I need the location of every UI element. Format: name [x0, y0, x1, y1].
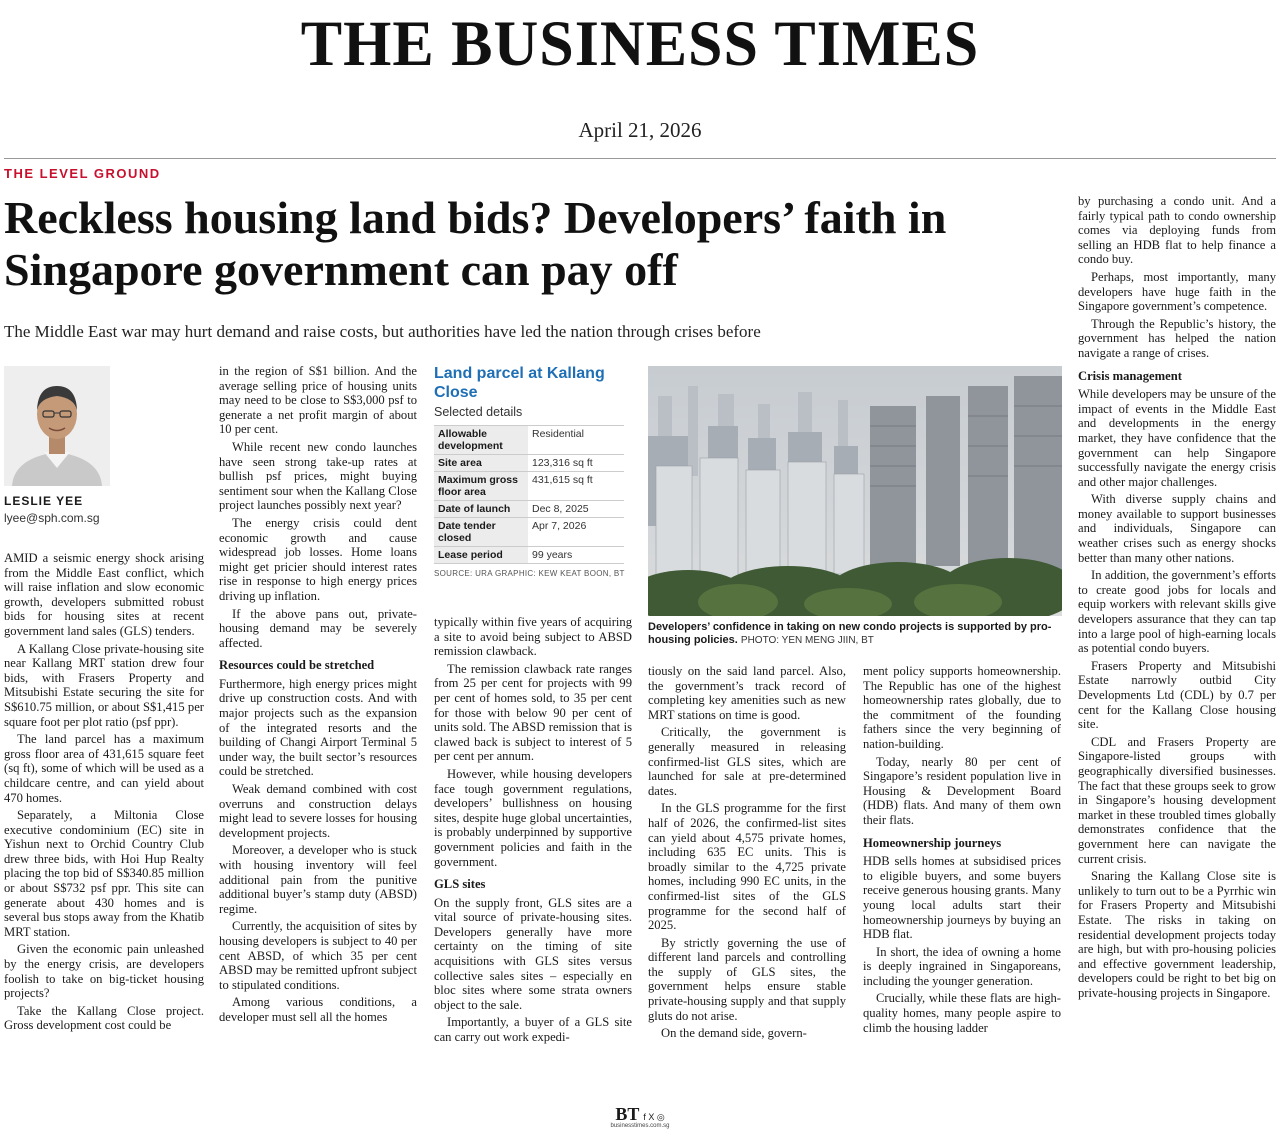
- fact-label: Date of launch: [434, 501, 528, 518]
- fact-value: 99 years: [528, 547, 624, 564]
- fact-value: 123,316 sq ft: [528, 455, 624, 472]
- paragraph: If the above pans out, private-housing demand may be severely affected.: [219, 606, 417, 650]
- paragraph: Crucially, while these flats are high-quality homes, many people aspire to climb the housing ladder: [863, 991, 1061, 1035]
- fact-box-source: SOURCE: URA GRAPHIC: KEW KEAT BOON, BT: [434, 569, 625, 578]
- paragraph: by purchasing a condo unit. And a fairly typical path to condo ownership comes via deploying funds from selling an HDB flat to help finance a condo buy.: [1078, 194, 1276, 267]
- fact-row: [434, 426, 624, 455]
- paragraph: In the GLS programme for the first half of 2026, the confirmed-list sites can yield about 4,575 private homes, including 635 EC units. This is broadly similar to the 4,725 private homes, including 990 EC units, in the confirmed-list sites of the GLS programme for the second half of 2025.: [648, 801, 846, 933]
- fact-label: Maximum gross floor area: [434, 472, 528, 501]
- paragraph: typically within five years of acquiring a site to avoid being subject to ABSD remission clawback.: [434, 615, 632, 659]
- paragraph: The remission clawback rate ranges from 25 per cent for projects with 99 per cent of homes sold, to 35 per cent for those with below 90 per cent of units sold. The ABSD remission that is clawed back is subject to interest of 5 per cent per annum.: [434, 661, 632, 764]
- footer: [560, 1104, 720, 1129]
- paragraph: HDB sells homes at subsidised prices to eligible buyers, and some buyers receive generous housing grants. Many young local adults start their homeownership journeys by buying an HDB flat.: [863, 854, 1061, 942]
- paragraph: With diverse supply chains and money available to support businesses and individuals, Singapore can weather crises such as energy shocks better than many other nations.: [1078, 492, 1276, 565]
- paragraph: Weak demand combined with cost overruns and construction delays might lead to severe losses for housing development projects.: [219, 782, 417, 840]
- fact-row: [434, 547, 624, 564]
- fact-box-subtitle: Selected details: [434, 405, 523, 419]
- standfirst: The Middle East war may hurt demand and raise costs, but authorities have led the nation through crises before: [4, 322, 761, 341]
- header-rule: [4, 158, 1276, 159]
- paragraph: The land parcel has a maximum gross floor area of 431,615 square feet (sq ft), some of which will be used as a childcare centre, and can yield about 470 homes.: [4, 732, 204, 805]
- paragraph: tiously on the said land parcel. Also, the government’s track record of completing key amenities such as new MRT stations on time is good.: [648, 664, 846, 722]
- article-column-6: [1078, 194, 1276, 1003]
- paragraph: The energy crisis could dent economic growth and cause widespread job losses. Home loans might get pricier should interest rates rise in response to high energy prices driving up inflation.: [219, 515, 417, 603]
- fact-box: [434, 364, 630, 578]
- paragraph: CDL and Frasers Property are Singapore-listed groups with geographically diversified businesses. The fact that these groups seek to grow in Singapore’s housing development market in these troubled times globally demonstrates confidence that the government here can navigate the current crisis.: [1078, 734, 1276, 866]
- paragraph: Currently, the acquisition of sites by housing developers is subject to 40 per cent ABSD, of which 35 per cent ABSD may be remitted upfront subject to stipulated conditions.: [219, 919, 417, 992]
- publication-date: April 21, 2026: [578, 118, 702, 142]
- author-name: LESLIE YEE: [4, 494, 84, 508]
- fact-label: Site area: [434, 455, 528, 472]
- footer-url[interactable]: businesstimes.com.sg: [610, 1123, 670, 1129]
- paragraph: Separately, a Miltonia Close executive condominium (EC) site in Yishun next to Orchid Country Club drew three bids, with Hoi Hup Realty placing the top bid of S$340.85 million or about S$732 psf ppr. This site can generate about 430 homes and is several bus stops away from the Khatib MRT station.: [4, 808, 204, 939]
- paragraph: Among various conditions, a developer must sell all the homes: [219, 995, 417, 1024]
- fact-row: [434, 518, 624, 547]
- paragraph: Critically, the government is generally measured in releasing confirmed-list GLS sites, which are launched for sale at pre-determined dates.: [648, 725, 846, 798]
- subheading: Resources could be stretched: [219, 658, 375, 673]
- skyline-photo: [648, 366, 1062, 616]
- subheading: GLS sites: [434, 877, 486, 892]
- fact-label: Allowable development: [434, 426, 528, 455]
- paragraph: Today, nearly 80 per cent of Singapore’s resident population live in Housing & Development Board (HDB) flats. And many of them own their flats.: [863, 754, 1061, 827]
- masthead: THE BUSINESS TIMES: [300, 8, 980, 80]
- fact-label: Lease period: [434, 547, 528, 564]
- social-icons[interactable]: f X ◎: [643, 1112, 665, 1122]
- paragraph: Through the Republic’s history, the government has helped the nation navigate a range of crises.: [1078, 316, 1276, 360]
- paragraph: In addition, the government’s efforts to create good jobs for locals and equip workers with relevant skills give developers assurance that they can tap into a large pool of high-earning locals as potential condo buyers.: [1078, 568, 1276, 656]
- fact-value: 431,615 sq ft: [528, 472, 624, 501]
- article-column-1: [4, 551, 204, 1036]
- fact-row: [434, 455, 624, 472]
- fact-box-table: [434, 425, 624, 564]
- paragraph: Importantly, a buyer of a GLS site can carry out work expedi-: [434, 1015, 632, 1045]
- paragraph: On the demand side, govern-: [661, 1026, 807, 1041]
- article-column-5: [863, 664, 1061, 1038]
- photo-credit: PHOTO: YEN MENG JIIN, BT: [740, 635, 874, 646]
- author-email[interactable]: lyee@sph.com.sg: [4, 511, 100, 525]
- paragraph: On the supply front, GLS sites are a vital source of private-housing sites. Developers generally have more certainty on the timing of site acquisitions with GLS sites versus collective sales sites – especially en bloc sites where some strata owners object to the sale.: [434, 895, 632, 1012]
- headline: Reckless housing land bids? Developers’ faith in Singapore government can pay off: [4, 192, 947, 295]
- article-column-4: [648, 664, 846, 1044]
- fact-box-title: Land parcel at Kallang Close: [434, 365, 605, 401]
- fact-label: Date tender closed: [434, 518, 528, 547]
- author-photo: [4, 366, 110, 486]
- paragraph: A Kallang Close private-housing site near Kallang MRT station drew four bids, with Frasers Property and Mitsubishi Estate securing the site for S$610.75 million, or about S$1,415 per square foot per plot ratio (psf ppr).: [4, 641, 204, 729]
- paragraph: However, while housing developers face tough government regulations, developers’ bullishness on housing sites, despite huge global uncertainties, is probably underpinned by supportive government policies and faith in the government.: [434, 766, 632, 869]
- paragraph: Given the economic pain unleashed by the energy crisis, are developers foolish to take on big-ticket housing projects?: [4, 942, 204, 1001]
- paragraph: Furthermore, high energy prices might drive up construction costs. And with major projects such as the expansion of the integrated resorts and the building of Changi Airport Terminal 5 under way, the built sector’s resources could be stretched.: [219, 676, 417, 779]
- bt-logo: BT: [615, 1104, 640, 1124]
- fact-value: Residential: [528, 426, 624, 455]
- fact-value: Dec 8, 2025: [528, 501, 624, 518]
- paragraph: Perhaps, most importantly, many developers have huge faith in the Singapore government’s competence.: [1078, 269, 1276, 314]
- paragraph: Frasers Property and Mitsubishi Estate narrowly outbid City Developments Ltd (CDL) by 0.7 per cent for the Kallang Close housing site.: [1078, 658, 1276, 732]
- paragraph: By strictly governing the use of different land parcels and controlling the supply of GLS sites, the government helps ensure stable private-housing supply and that supply gluts do not arise.: [648, 935, 846, 1023]
- article-column-3: [434, 615, 632, 1048]
- fact-value: Apr 7, 2026: [528, 518, 624, 547]
- paragraph: in the region of S$1 billion. And the average selling price of housing units may need to be close to S$3,000 psf to generate a net profit margin of about 10 per cent.: [219, 364, 417, 437]
- paragraph: Snaring the Kallang Close site is unlikely to turn out to be a Pyrrhic win for Frasers Property and Mitsubishi Estate. The risks in taking on residential development projects today are high, but with pro-housing policies and effective government leadership, developers could be right to bet big on private-housing projects in Singapore.: [1078, 869, 1276, 1000]
- paragraph: While recent new condo launches have seen strong take-up rates at bullish psf prices, might buying sentiment sour when the Kallang Close project launches possibly next year?: [219, 439, 417, 513]
- photo-caption: [648, 621, 1062, 647]
- paragraph: ment policy supports homeownership. The Republic has one of the highest homeownership rates globally, due to the commitment of the founding fathers since the very beginning of nation-building.: [863, 664, 1061, 751]
- paragraph: AMID a seismic energy shock arising from the Middle East conflict, which will raise inflation and slow economic growth, developers submitted robust bids for housing sites at recent government land sales (GLS) tenders.: [4, 551, 204, 638]
- paragraph: Moreover, a developer who is stuck with housing inventory will feel additional pain from the punitive additional buyer’s stamp duty (ABSD) regime.: [219, 843, 417, 916]
- subheading: Homeownership journeys: [863, 835, 1002, 850]
- fact-row: [434, 501, 624, 518]
- paragraph: In short, the idea of owning a home is deeply ingrained in Singaporeans, including the younger generation.: [863, 944, 1061, 988]
- section-kicker: THE LEVEL GROUND: [4, 166, 161, 181]
- article-column-2: [219, 364, 417, 1028]
- fact-row: [434, 472, 624, 501]
- paragraph: Take the Kallang Close project. Gross development cost could be: [4, 1003, 204, 1033]
- paragraph: While developers may be unsure of the impact of events in the Middle East and developments in the energy market, they have confidence that the government can help Singapore successfully navigate the energy crisis and other major challenges.: [1078, 387, 1276, 489]
- subheading: Crisis management: [1078, 368, 1182, 383]
- caption-text: Developers’ confidence in taking on new condo projects is supported by pro-housing policies.: [648, 621, 1052, 646]
